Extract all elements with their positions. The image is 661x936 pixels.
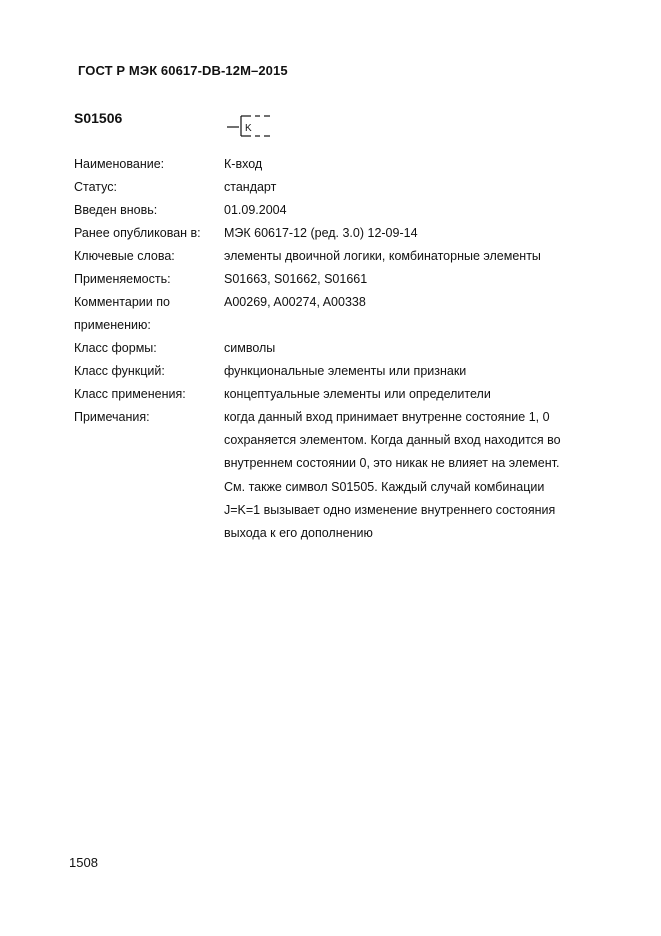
field-value: концептуальные элементы или определители [224, 387, 491, 401]
field-label: Ранее опубликован в: [74, 226, 201, 240]
field-label: Комментарии по применению: [74, 295, 170, 333]
field-value: К-вход [224, 157, 263, 171]
field-value: функциональные элементы или признаки [224, 364, 467, 378]
field-label: Ключевые слова: [74, 249, 175, 263]
symbol-letter: K [245, 123, 252, 134]
document-header: ГОСТ Р МЭК 60617-DB-12M–2015 [78, 63, 288, 78]
field-value: стандарт [224, 180, 277, 194]
field-value: когда данный вход принимает внутренне состояние 1, 0 сохраняется элементом. Когда данный вход находится во внутреннем состоянии 0, это никак не влияет на элемент. См. также символ S01505. Каждый случай комбинации J=K=1 вызывает одно изменение внутреннего состояния выхода к его дополнению [224, 410, 561, 541]
field-value: 01.09.2004 [224, 203, 287, 217]
field-value: МЭК 60617-12 (ред. 3.0) 12-09-14 [224, 226, 418, 240]
field-value: A00269, A00274, A00338 [224, 295, 366, 309]
field-label: Класс формы: [74, 341, 157, 355]
field-label: Класс функций: [74, 364, 165, 378]
symbol-code: S01506 [74, 110, 123, 126]
field-label: Статус: [74, 180, 117, 194]
field-label: Введен вновь: [74, 203, 158, 217]
page-number: 1508 [69, 855, 98, 870]
field-label: Примечания: [74, 410, 150, 424]
field-value: элементы двоичной логики, комбинаторные элементы [224, 249, 541, 263]
field-value: S01663, S01662, S01661 [224, 272, 368, 286]
k-input-symbol-icon [224, 106, 278, 147]
field-label: Применяемость: [74, 272, 171, 286]
field-label: Класс применения: [74, 387, 186, 401]
field-value: символы [224, 341, 276, 355]
field-label: Наименование: [74, 157, 165, 171]
